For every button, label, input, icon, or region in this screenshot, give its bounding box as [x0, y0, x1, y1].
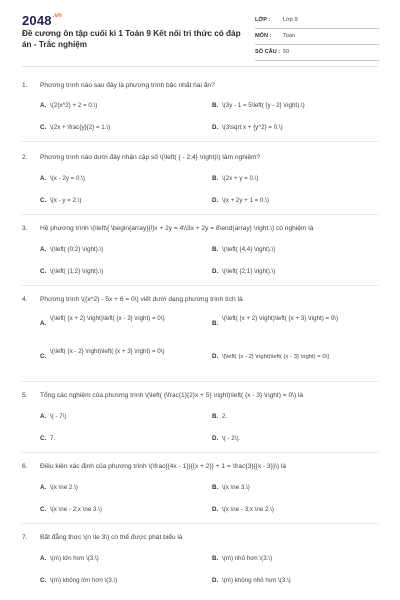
- question-divider: [22, 141, 378, 142]
- option-label: B.: [212, 246, 219, 253]
- question-4: [22, 295, 378, 360]
- question-stem: [22, 153, 378, 162]
- question-text: Bất đẳng thức \(n \le 3\) có thể được phát biểu là: [40, 534, 183, 541]
- question-divider: [22, 452, 378, 453]
- question-text: Phương trình \({x^2} - 5x + 6 = 0\) viết dưới dạng phương trình tích là: [40, 296, 243, 303]
- option-text: \(\left( {1;2} \right).\): [50, 268, 104, 275]
- option-text: \[\left( {x - 2} \right)\left( {x - 3} \right) = 0\]: [222, 354, 329, 360]
- option-text: \(x \ne 2.\): [50, 484, 78, 491]
- question-text: Hệ phương trình \(\left\{ \begin{array}{l}x + 2y = 4\\3x + 2y = 8\end{array} \right.\) có nghiệm là: [40, 225, 314, 232]
- option-text: \(\left( {x + 2} \right)\left( {x + 3} \right) = 0\): [222, 315, 339, 322]
- question-text: Tổng các nghiệm của phương trình \(\left( {\frac{1}{2}x + 5} \right)\left( {x - 3} \right) = 0\) là: [40, 392, 304, 399]
- meta-key: SỐ CÂU :: [255, 49, 281, 55]
- question-stem: [22, 224, 378, 233]
- option-text: \(x \ne - 2;x \ne 3.\): [50, 506, 102, 513]
- option-text: \(\left( {x - 2} \right)\left( {x + 3} \right) = 0\): [50, 348, 165, 355]
- question-stem: [22, 391, 378, 400]
- option-text: \(\left( {x + 2} \right)\left( {x - 3} \right) = 0\): [50, 315, 165, 322]
- question-divider: [22, 381, 378, 382]
- option-label: B.: [212, 555, 219, 562]
- option-text: \(3y - 1 = 5\left( {y - 2} \right).\): [222, 102, 305, 109]
- option-text: \(n\) không lớn hơn \(3.\): [50, 577, 118, 584]
- option-label: C.: [40, 435, 47, 442]
- question-number: 3.: [22, 225, 28, 232]
- meta-row-count: [255, 45, 380, 61]
- option-label: D.: [212, 353, 219, 360]
- option-text: \(x - 2y = 0.\): [50, 175, 85, 182]
- question-2: [22, 153, 378, 204]
- option-text: \(n\) nhỏ hơn \(3.\): [222, 555, 273, 562]
- option-label: B.: [212, 413, 219, 420]
- option-text: \(x + 2y + 1 = 0.\): [222, 197, 269, 204]
- question-stem: [22, 81, 378, 90]
- meta-key: LỚP :: [255, 17, 271, 23]
- option-label: A.: [40, 246, 47, 253]
- question-divider: [22, 523, 378, 524]
- option-label: A.: [40, 555, 47, 562]
- option-text: \(x \ne 3.\): [222, 484, 250, 491]
- document-title: Đề cương ôn tập cuối kì 1 Toán 9 Kết nối tri thức có đáp án - Trắc nghiệm: [22, 29, 241, 49]
- question-stem: [22, 295, 378, 304]
- question-number: 4.: [22, 296, 28, 303]
- option-label: B.: [212, 175, 219, 182]
- option-label: C.: [40, 268, 47, 275]
- option-label: D.: [212, 268, 219, 275]
- meta-value: Lớp 9: [283, 17, 298, 23]
- option-text: \(x - y = 2.\): [50, 197, 82, 204]
- option-text: \(\left( {4;4} \right).\): [222, 246, 276, 253]
- question-5: [22, 391, 378, 442]
- question-1: [22, 81, 378, 131]
- option-label: D.: [212, 124, 219, 131]
- option-label: A.: [40, 413, 47, 420]
- question-3: [22, 224, 378, 275]
- question-number: 7.: [22, 534, 28, 541]
- option-text: \(\left( {2;1} \right).\): [222, 268, 276, 275]
- option-text: \(n\) lớn hơn \(3.\): [50, 555, 99, 562]
- option-text: \(x \ne - 3;x \ne 2.\): [222, 506, 274, 513]
- option-text: \(2x + y = 0.\): [222, 175, 259, 182]
- question-stem: [22, 462, 378, 471]
- question-number: 1.: [22, 82, 28, 89]
- question-stem: [22, 533, 378, 542]
- option-label: C.: [40, 577, 47, 584]
- option-label: A.: [40, 320, 47, 327]
- option-label: A.: [40, 175, 47, 182]
- document-meta: [255, 13, 380, 61]
- option-label: D.: [212, 197, 219, 204]
- question-text: Phương trình nào sau đây là phương trình bậc nhất hai ẩn?: [40, 82, 215, 89]
- meta-row-class: [255, 13, 380, 29]
- option-text: \(n\) không nhỏ hơn \(3.\): [222, 577, 291, 584]
- option-text: \( - 2\).: [222, 435, 241, 442]
- option-text: \(2x + \frac{y}{2} = 1.\): [50, 124, 111, 131]
- meta-key: MÔN :: [255, 33, 272, 39]
- question-number: 5.: [22, 392, 28, 399]
- option-label: B.: [212, 102, 219, 109]
- option-label: C.: [40, 353, 47, 360]
- meta-row-subject: [255, 29, 380, 45]
- question-number: 6.: [22, 463, 28, 470]
- option-label: B.: [212, 320, 219, 327]
- option-label: D.: [212, 435, 219, 442]
- site-logo[interactable]: $2048^{.vn}$: [22, 13, 63, 28]
- option-label: A.: [40, 102, 47, 109]
- option-label: C.: [40, 124, 47, 131]
- option-text: \(3\sqrt x + {y^2} = 0.\): [222, 124, 283, 131]
- question-divider: [22, 285, 378, 286]
- option-label: D.: [212, 577, 219, 584]
- option-text: \( - 7\): [50, 413, 67, 420]
- option-label: D.: [212, 506, 219, 513]
- meta-value: Toán: [283, 33, 296, 39]
- option-label: C.: [40, 197, 47, 204]
- question-6: [22, 462, 378, 513]
- option-text: \(2{x^2} + 2 = 0.\): [50, 102, 98, 109]
- option-text: 2.: [222, 413, 228, 420]
- question-number: 2.: [22, 154, 28, 161]
- option-label: C.: [40, 506, 47, 513]
- question-text: Điều kiện xác định của phương trình \(\frac{{4x - 1}}{{x + 2}} + 1 = \frac{3}{{x - 3}}\) là: [40, 463, 287, 470]
- meta-value: 50: [283, 49, 290, 55]
- question-text: Phương trình nào dưới đây nhận cặp số \(\left( { - 2;4} \right)\) làm nghiệm?: [40, 154, 261, 161]
- question-divider: [22, 214, 378, 215]
- option-text: \(\left( {0;2} \right).\): [50, 246, 104, 253]
- option-label: B.: [212, 484, 219, 491]
- question-7: [22, 533, 378, 584]
- header-divider: [22, 66, 378, 67]
- option-text: 7.: [50, 435, 56, 442]
- document-header: [0, 0, 400, 60]
- option-label: A.: [40, 484, 47, 491]
